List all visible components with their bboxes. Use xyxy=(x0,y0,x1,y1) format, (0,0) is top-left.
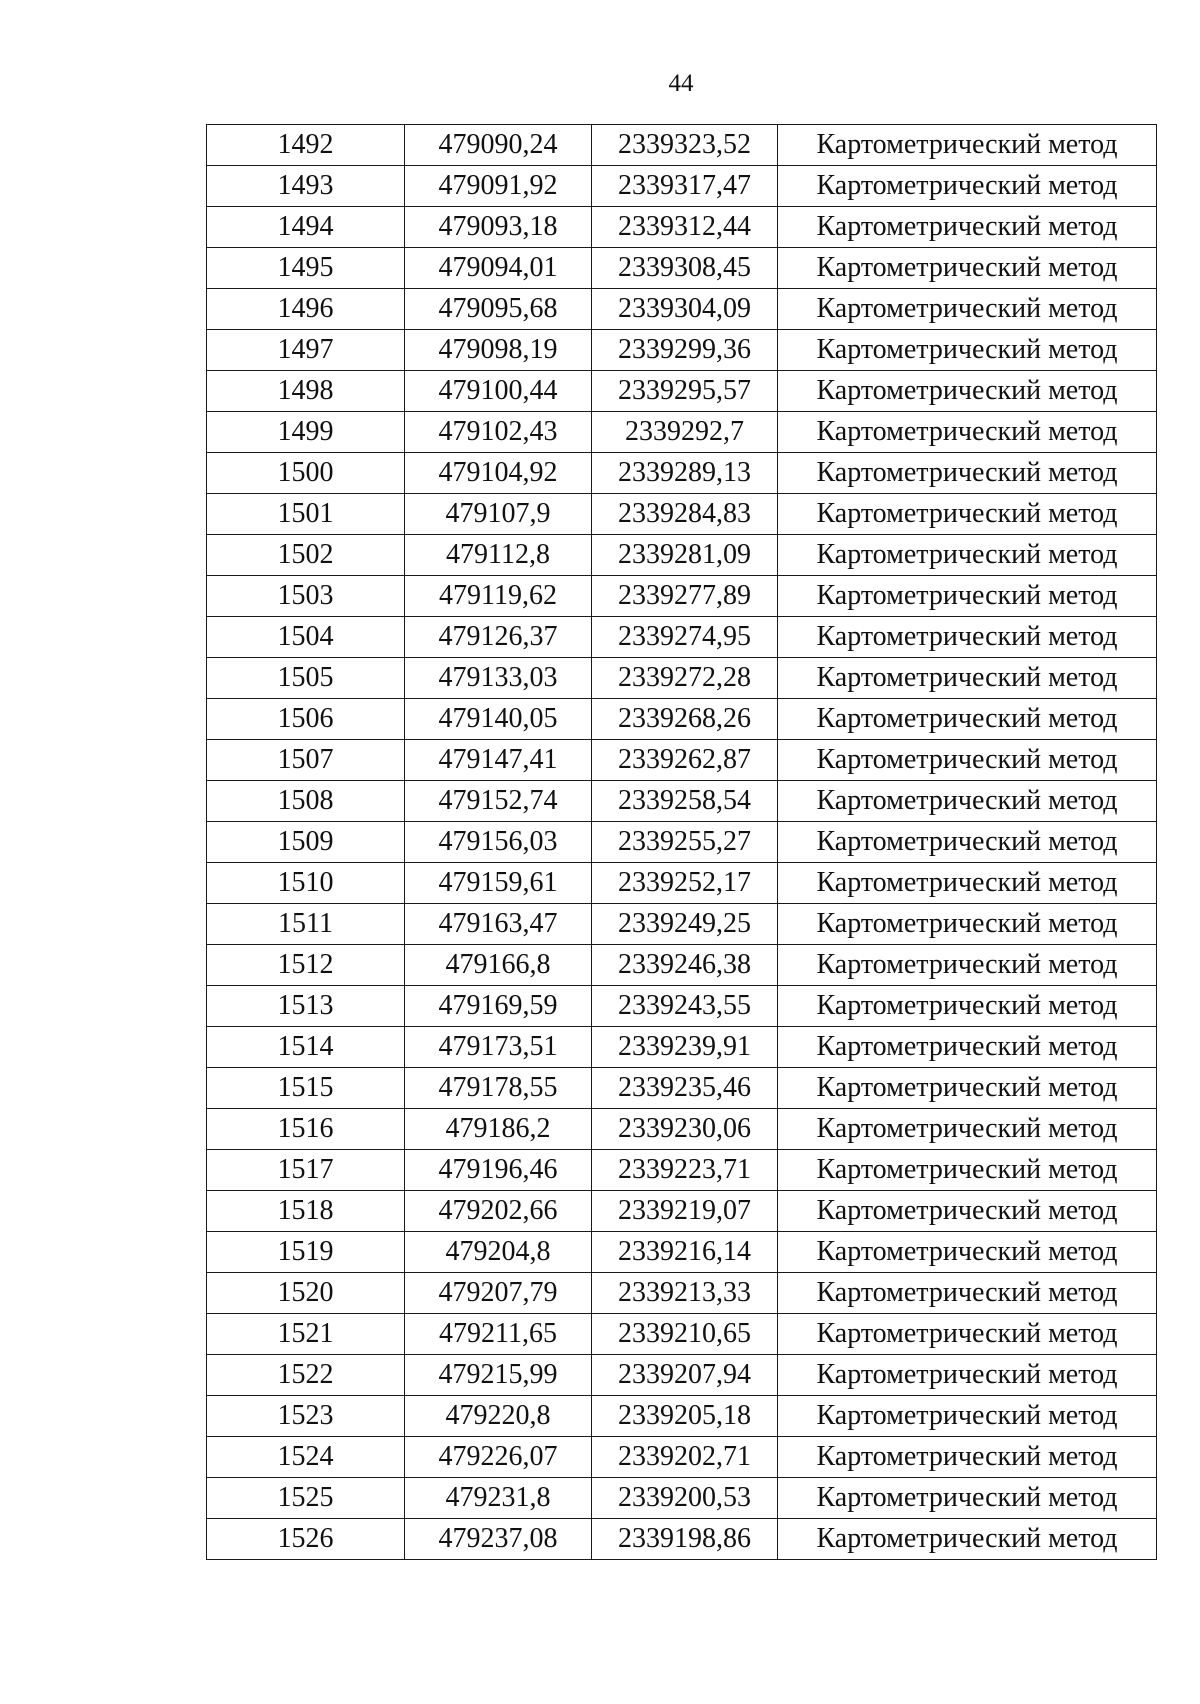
method-cell: Картометрический метод xyxy=(778,166,1157,207)
method-cell: Картометрический метод xyxy=(778,248,1157,289)
method-cell: Картометрический метод xyxy=(778,1355,1157,1396)
method-cell: Картометрический метод xyxy=(778,1273,1157,1314)
method-cell: Картометрический метод xyxy=(778,986,1157,1027)
x-coordinate-cell: 479107,9 xyxy=(405,494,592,535)
y-coordinate-cell: 2339323,52 xyxy=(592,125,778,166)
table-row xyxy=(207,1314,1157,1355)
point-number-cell: 1515 xyxy=(207,1068,405,1109)
point-number-cell: 1496 xyxy=(207,289,405,330)
method-cell: Картометрический метод xyxy=(778,1150,1157,1191)
table-row xyxy=(207,1478,1157,1519)
point-number-cell: 1522 xyxy=(207,1355,405,1396)
point-number-cell: 1519 xyxy=(207,1232,405,1273)
y-coordinate-cell: 2339277,89 xyxy=(592,576,778,617)
method-cell: Картометрический метод xyxy=(778,1109,1157,1150)
table-row xyxy=(207,863,1157,904)
table-row xyxy=(207,207,1157,248)
table-row xyxy=(207,494,1157,535)
table-row xyxy=(207,1355,1157,1396)
x-coordinate-cell: 479090,24 xyxy=(405,125,592,166)
table-row xyxy=(207,1109,1157,1150)
method-cell: Картометрический метод xyxy=(778,1437,1157,1478)
method-cell: Картометрический метод xyxy=(778,494,1157,535)
x-coordinate-cell: 479133,03 xyxy=(405,658,592,699)
method-cell: Картометрический метод xyxy=(778,1396,1157,1437)
point-number-cell: 1507 xyxy=(207,740,405,781)
table-row xyxy=(207,781,1157,822)
y-coordinate-cell: 2339317,47 xyxy=(592,166,778,207)
method-cell: Картометрический метод xyxy=(778,781,1157,822)
table-row xyxy=(207,1273,1157,1314)
coordinates-table xyxy=(206,124,1157,1560)
method-cell: Картометрический метод xyxy=(778,1027,1157,1068)
y-coordinate-cell: 2339295,57 xyxy=(592,371,778,412)
point-number-cell: 1494 xyxy=(207,207,405,248)
x-coordinate-cell: 479104,92 xyxy=(405,453,592,494)
y-coordinate-cell: 2339230,06 xyxy=(592,1109,778,1150)
x-coordinate-cell: 479156,03 xyxy=(405,822,592,863)
method-cell: Картометрический метод xyxy=(778,371,1157,412)
x-coordinate-cell: 479093,18 xyxy=(405,207,592,248)
method-cell: Картометрический метод xyxy=(778,699,1157,740)
point-number-cell: 1511 xyxy=(207,904,405,945)
point-number-cell: 1508 xyxy=(207,781,405,822)
x-coordinate-cell: 479211,65 xyxy=(405,1314,592,1355)
x-coordinate-cell: 479178,55 xyxy=(405,1068,592,1109)
page-number: 44 xyxy=(668,70,694,97)
x-coordinate-cell: 479091,92 xyxy=(405,166,592,207)
y-coordinate-cell: 2339198,86 xyxy=(592,1519,778,1560)
point-number-cell: 1518 xyxy=(207,1191,405,1232)
point-number-cell: 1501 xyxy=(207,494,405,535)
y-coordinate-cell: 2339202,71 xyxy=(592,1437,778,1478)
y-coordinate-cell: 2339268,26 xyxy=(592,699,778,740)
x-coordinate-cell: 479147,41 xyxy=(405,740,592,781)
x-coordinate-cell: 479220,8 xyxy=(405,1396,592,1437)
y-coordinate-cell: 2339292,7 xyxy=(592,412,778,453)
table-row xyxy=(207,699,1157,740)
method-cell: Картометрический метод xyxy=(778,207,1157,248)
table-row xyxy=(207,1150,1157,1191)
table-row xyxy=(207,986,1157,1027)
point-number-cell: 1503 xyxy=(207,576,405,617)
point-number-cell: 1512 xyxy=(207,945,405,986)
table-row xyxy=(207,658,1157,699)
method-cell: Картометрический метод xyxy=(778,1232,1157,1273)
x-coordinate-cell: 479102,43 xyxy=(405,412,592,453)
table-row xyxy=(207,740,1157,781)
method-cell: Картометрический метод xyxy=(778,945,1157,986)
x-coordinate-cell: 479202,66 xyxy=(405,1191,592,1232)
table-row xyxy=(207,1027,1157,1068)
x-coordinate-cell: 479126,37 xyxy=(405,617,592,658)
y-coordinate-cell: 2339262,87 xyxy=(592,740,778,781)
y-coordinate-cell: 2339200,53 xyxy=(592,1478,778,1519)
y-coordinate-cell: 2339304,09 xyxy=(592,289,778,330)
x-coordinate-cell: 479173,51 xyxy=(405,1027,592,1068)
y-coordinate-cell: 2339213,33 xyxy=(592,1273,778,1314)
y-coordinate-cell: 2339243,55 xyxy=(592,986,778,1027)
y-coordinate-cell: 2339249,25 xyxy=(592,904,778,945)
point-number-cell: 1500 xyxy=(207,453,405,494)
method-cell: Картометрический метод xyxy=(778,822,1157,863)
point-number-cell: 1493 xyxy=(207,166,405,207)
method-cell: Картометрический метод xyxy=(778,1478,1157,1519)
table-row xyxy=(207,1396,1157,1437)
point-number-cell: 1504 xyxy=(207,617,405,658)
x-coordinate-cell: 479169,59 xyxy=(405,986,592,1027)
point-number-cell: 1513 xyxy=(207,986,405,1027)
table-row xyxy=(207,248,1157,289)
y-coordinate-cell: 2339219,07 xyxy=(592,1191,778,1232)
point-number-cell: 1499 xyxy=(207,412,405,453)
x-coordinate-cell: 479119,62 xyxy=(405,576,592,617)
x-coordinate-cell: 479094,01 xyxy=(405,248,592,289)
point-number-cell: 1514 xyxy=(207,1027,405,1068)
point-number-cell: 1525 xyxy=(207,1478,405,1519)
x-coordinate-cell: 479112,8 xyxy=(405,535,592,576)
method-cell: Картометрический метод xyxy=(778,125,1157,166)
table-row xyxy=(207,1191,1157,1232)
method-cell: Картометрический метод xyxy=(778,412,1157,453)
x-coordinate-cell: 479098,19 xyxy=(405,330,592,371)
y-coordinate-cell: 2339299,36 xyxy=(592,330,778,371)
x-coordinate-cell: 479207,79 xyxy=(405,1273,592,1314)
table-row xyxy=(207,330,1157,371)
x-coordinate-cell: 479100,44 xyxy=(405,371,592,412)
y-coordinate-cell: 2339258,54 xyxy=(592,781,778,822)
method-cell: Картометрический метод xyxy=(778,1314,1157,1355)
method-cell: Картометрический метод xyxy=(778,658,1157,699)
y-coordinate-cell: 2339272,28 xyxy=(592,658,778,699)
table-row xyxy=(207,535,1157,576)
point-number-cell: 1520 xyxy=(207,1273,405,1314)
point-number-cell: 1498 xyxy=(207,371,405,412)
table-row xyxy=(207,1437,1157,1478)
x-coordinate-cell: 479159,61 xyxy=(405,863,592,904)
x-coordinate-cell: 479196,46 xyxy=(405,1150,592,1191)
table-row xyxy=(207,289,1157,330)
point-number-cell: 1510 xyxy=(207,863,405,904)
table-row xyxy=(207,904,1157,945)
y-coordinate-cell: 2339205,18 xyxy=(592,1396,778,1437)
x-coordinate-cell: 479204,8 xyxy=(405,1232,592,1273)
method-cell: Картометрический метод xyxy=(778,289,1157,330)
method-cell: Картометрический метод xyxy=(778,1068,1157,1109)
x-coordinate-cell: 479166,8 xyxy=(405,945,592,986)
table-row xyxy=(207,166,1157,207)
y-coordinate-cell: 2339274,95 xyxy=(592,617,778,658)
table-row xyxy=(207,412,1157,453)
x-coordinate-cell: 479237,08 xyxy=(405,1519,592,1560)
table-row xyxy=(207,1232,1157,1273)
point-number-cell: 1492 xyxy=(207,125,405,166)
table-row xyxy=(207,576,1157,617)
table-row xyxy=(207,371,1157,412)
y-coordinate-cell: 2339255,27 xyxy=(592,822,778,863)
coordinates-table-body xyxy=(207,125,1157,1560)
x-coordinate-cell: 479186,2 xyxy=(405,1109,592,1150)
point-number-cell: 1506 xyxy=(207,699,405,740)
point-number-cell: 1497 xyxy=(207,330,405,371)
table-row xyxy=(207,822,1157,863)
y-coordinate-cell: 2339216,14 xyxy=(592,1232,778,1273)
x-coordinate-cell: 479231,8 xyxy=(405,1478,592,1519)
x-coordinate-cell: 479163,47 xyxy=(405,904,592,945)
y-coordinate-cell: 2339252,17 xyxy=(592,863,778,904)
method-cell: Картометрический метод xyxy=(778,863,1157,904)
point-number-cell: 1526 xyxy=(207,1519,405,1560)
method-cell: Картометрический метод xyxy=(778,904,1157,945)
method-cell: Картометрический метод xyxy=(778,617,1157,658)
table-row xyxy=(207,1519,1157,1560)
y-coordinate-cell: 2339246,38 xyxy=(592,945,778,986)
method-cell: Картометрический метод xyxy=(778,330,1157,371)
method-cell: Картометрический метод xyxy=(778,576,1157,617)
point-number-cell: 1517 xyxy=(207,1150,405,1191)
point-number-cell: 1502 xyxy=(207,535,405,576)
point-number-cell: 1495 xyxy=(207,248,405,289)
point-number-cell: 1521 xyxy=(207,1314,405,1355)
method-cell: Картометрический метод xyxy=(778,1519,1157,1560)
table-row xyxy=(207,1068,1157,1109)
x-coordinate-cell: 479226,07 xyxy=(405,1437,592,1478)
y-coordinate-cell: 2339235,46 xyxy=(592,1068,778,1109)
y-coordinate-cell: 2339281,09 xyxy=(592,535,778,576)
table-row xyxy=(207,945,1157,986)
y-coordinate-cell: 2339312,44 xyxy=(592,207,778,248)
method-cell: Картометрический метод xyxy=(778,453,1157,494)
table-row xyxy=(207,125,1157,166)
x-coordinate-cell: 479140,05 xyxy=(405,699,592,740)
y-coordinate-cell: 2339210,65 xyxy=(592,1314,778,1355)
x-coordinate-cell: 479095,68 xyxy=(405,289,592,330)
x-coordinate-cell: 479152,74 xyxy=(405,781,592,822)
point-number-cell: 1509 xyxy=(207,822,405,863)
point-number-cell: 1516 xyxy=(207,1109,405,1150)
x-coordinate-cell: 479215,99 xyxy=(405,1355,592,1396)
method-cell: Картометрический метод xyxy=(778,535,1157,576)
y-coordinate-cell: 2339207,94 xyxy=(592,1355,778,1396)
y-coordinate-cell: 2339239,91 xyxy=(592,1027,778,1068)
y-coordinate-cell: 2339289,13 xyxy=(592,453,778,494)
y-coordinate-cell: 2339284,83 xyxy=(592,494,778,535)
point-number-cell: 1523 xyxy=(207,1396,405,1437)
point-number-cell: 1524 xyxy=(207,1437,405,1478)
method-cell: Картометрический метод xyxy=(778,1191,1157,1232)
table-row xyxy=(207,453,1157,494)
y-coordinate-cell: 2339223,71 xyxy=(592,1150,778,1191)
y-coordinate-cell: 2339308,45 xyxy=(592,248,778,289)
point-number-cell: 1505 xyxy=(207,658,405,699)
method-cell: Картометрический метод xyxy=(778,740,1157,781)
table-row xyxy=(207,617,1157,658)
